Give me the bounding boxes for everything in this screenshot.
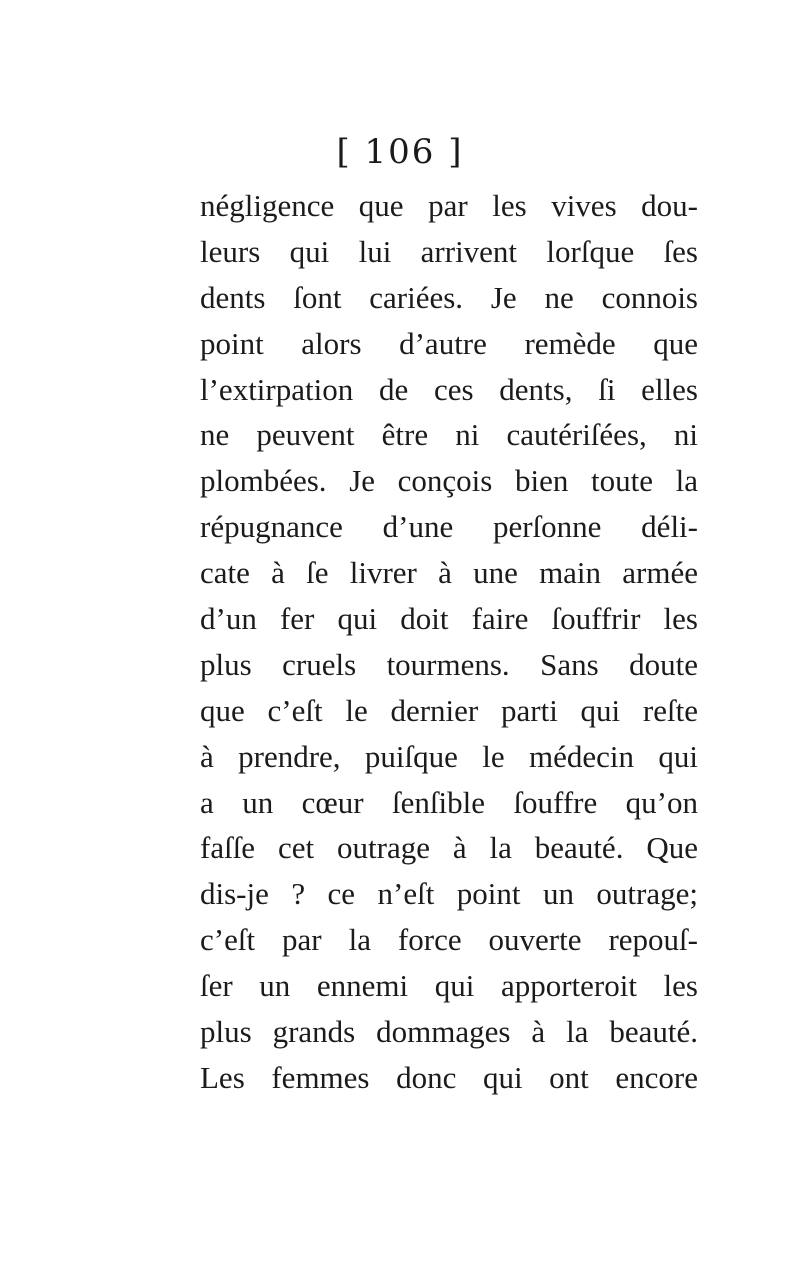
- text-line: ne peuvent être ni cautériſées, ni: [200, 417, 698, 453]
- text-line: répugnance d’une perſonne déli-: [200, 509, 698, 545]
- text-line: plombées. Je conçois bien toute la: [200, 463, 698, 499]
- text-line: point alors d’autre remède que: [200, 325, 698, 361]
- text-line: plus grands dommages à la beauté.: [200, 1014, 698, 1050]
- text-line: a un cœur ſenſible ſouffre qu’on: [200, 784, 698, 820]
- body-text: [200, 183, 698, 1101]
- text-line: dis-je ? ce n’eſt point un outrage;: [200, 876, 698, 912]
- text-line: faſſe cet outrage à la beauté. Que: [200, 830, 698, 866]
- text-line: leurs qui lui arrivent lorſque ſes: [200, 233, 698, 269]
- text-line: à prendre, puiſque le médecin qui: [200, 738, 698, 774]
- text-line: dents ſont cariées. Je ne connois: [200, 279, 698, 315]
- text-line: l’extirpation de ces dents, ſi elles: [200, 371, 698, 407]
- text-line: Les femmes donc qui ont encore: [200, 1059, 698, 1095]
- text-line: d’un fer qui doit faire ſouffrir les: [200, 601, 698, 637]
- page-number: [ 106 ]: [336, 132, 464, 172]
- text-line: c’eſt par la force ouverte repouſ-: [200, 922, 698, 958]
- text-line: plus cruels tourmens. Sans doute: [200, 646, 698, 682]
- text-line: ſer un ennemi qui apporteroit les: [200, 968, 698, 1004]
- text-line: que c’eſt le dernier parti qui reſte: [200, 692, 698, 728]
- text-line: cate à ſe livrer à une main armée: [200, 555, 698, 591]
- text-line: négligence que par les vives dou-: [200, 188, 698, 223]
